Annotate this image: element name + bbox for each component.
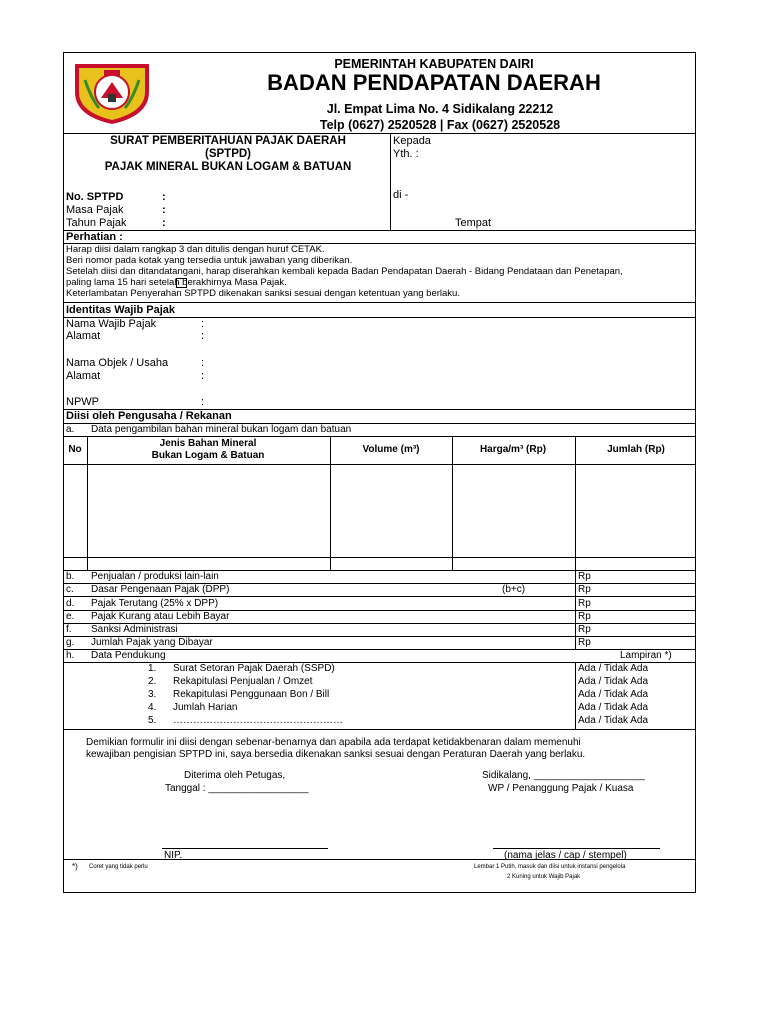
col-header-jumlah: Jumlah (Rp)	[607, 444, 665, 455]
doc-num: 5.	[148, 715, 157, 726]
colon: :	[201, 357, 205, 369]
form-subtitle: PAJAK MINERAL BUKAN LOGAM & BATUAN	[104, 161, 352, 173]
wp-label: WP / Penanggung Pajak / Kuasa	[488, 783, 634, 794]
colon: :	[201, 330, 205, 342]
agency-phone: Telp (0627) 2520528 | Fax (0627) 2520528	[319, 118, 561, 132]
perhatian-label: Perhatian :	[66, 231, 123, 243]
colon: :	[162, 217, 166, 229]
colon: :	[201, 370, 205, 382]
item-label: Dasar Pengenaan Pajak (DPP)	[91, 584, 230, 595]
lembar-note: Lembar 1 Putih, masuk dan diisi untuk instansi pengelola	[474, 864, 626, 870]
diterima-label: Diterima oleh Petugas,	[184, 770, 286, 781]
divider	[575, 436, 576, 649]
signature-line-officer	[162, 848, 328, 849]
colon: :	[162, 204, 166, 216]
tanggal-label: Tanggal : __________________	[165, 783, 309, 794]
doc-status: Ada / Tidak Ada	[578, 702, 649, 713]
col-header-harga: Harga/m³ (Rp)	[479, 444, 547, 455]
perhatian-notes	[64, 244, 694, 302]
colon: :	[201, 318, 205, 330]
alamat-wp-label: Alamat	[66, 330, 101, 342]
masa-pajak-label: Masa Pajak	[66, 204, 124, 216]
sptpd-form	[63, 52, 696, 893]
col-header-jenis-2: Bukan Logam & Batuan	[151, 450, 265, 461]
colon: :	[201, 396, 205, 408]
identitas-label: Identitas Wajib Pajak	[66, 304, 176, 316]
doc-num: 3.	[148, 689, 157, 700]
note-item: Harap diisi dalam rangkap 3 dan ditulis dengan huruf CETAK.	[66, 244, 325, 255]
alamat-objek-label: Alamat	[66, 370, 101, 382]
item-letter: b.	[66, 571, 75, 582]
item-label: Pajak Terutang (25% x DPP)	[91, 598, 219, 609]
note-item: Keterlambatan Penyerahan SPTPD dikenakan sanksi sesuai dengan ketentuan yang berlaku.	[66, 288, 460, 299]
no-sptpd-label: No. SPTPD	[66, 191, 124, 203]
yth-label: Yth. :	[393, 148, 419, 160]
lembar-note: 2 Kuning untuk Wajib Pajak	[507, 874, 581, 880]
doc-label: Rekapitulasi Penggunaan Bon / Bill	[173, 689, 330, 700]
tempat-label: Tempat	[455, 217, 492, 229]
doc-label: Rekapitulasi Penjualan / Omzet	[173, 676, 313, 687]
item-letter: f.	[66, 624, 72, 635]
divider	[575, 662, 576, 729]
item-letter: c.	[66, 584, 74, 595]
signature-line-taxpayer	[493, 848, 660, 849]
divider	[63, 436, 696, 437]
col-header-volume: Volume (m³)	[362, 444, 420, 455]
item-a-text: Data pengambilan bahan mineral bukan logam dan batuan	[91, 424, 352, 435]
nama-wp-label: Nama Wajib Pajak	[66, 318, 157, 330]
divider	[63, 230, 696, 231]
rp-label: Rp	[578, 611, 591, 622]
rp-label: Rp	[578, 624, 591, 635]
nama-objek-label: Nama Objek / Usaha	[66, 357, 169, 369]
doc-status: Ada / Tidak Ada	[578, 689, 649, 700]
doc-status: Ada / Tidak Ada	[578, 663, 649, 674]
doc-status: Ada / Tidak Ada	[578, 676, 649, 687]
doc-label: ……………………………………………	[173, 715, 343, 726]
item-label: Sanksi Administrasi	[91, 624, 178, 635]
lampiran-label: Lampiran *)	[620, 650, 672, 661]
doc-label: Surat Setoran Pajak Daerah (SSPD)	[173, 663, 335, 674]
divider	[63, 302, 696, 303]
doc-num: 4.	[148, 702, 157, 713]
item-letter: a.	[66, 424, 75, 435]
divider	[63, 317, 696, 318]
nip-label: NIP.	[164, 850, 183, 861]
note-item: Setelah diisi dan ditandatangani, harap diserahkan kembali kepada Badan Pendapatan Daerah - Bidang Pendataan dan Penetapan,	[66, 266, 623, 277]
col-header-no: No	[68, 444, 82, 455]
col-header-jenis: Jenis Bahan Mineral	[159, 438, 257, 449]
doc-label: Jumlah Harian	[173, 702, 238, 713]
item-letter: d.	[66, 598, 75, 609]
declaration-text: kewajiban pengisian SPTPD ini, saya bersedia dikenakan sanksi sesuai dengan Peraturan Daerah yang berlaku.	[86, 749, 586, 760]
gov-name: PEMERINTAH KABUPATEN DAIRI	[334, 57, 534, 71]
divider	[63, 464, 696, 465]
footnote-text: Coret yang tidak perlu	[89, 864, 148, 870]
item-label: Pajak Kurang atau Lebih Bayar	[91, 611, 230, 622]
doc-status: Ada / Tidak Ada	[578, 715, 649, 726]
rp-label: Rp	[578, 637, 591, 648]
note-item: Beri nomor pada kotak yang tersedia untuk jawaban yang diberikan.	[66, 255, 353, 266]
item-letter: h.	[66, 650, 75, 661]
rp-label: Rp	[578, 584, 591, 595]
nama-jelas-label: (nama jelas / cap / stempel)	[504, 850, 627, 861]
item-letter: g.	[66, 637, 75, 648]
pendukung-label: Data Pendukung	[91, 650, 166, 661]
form-title: SURAT PEMBERITAHUAN PAJAK DAERAH	[110, 135, 346, 147]
item-formula: (b+c)	[502, 584, 526, 595]
sidikalang-label: Sidikalang, ____________________	[482, 770, 645, 781]
divider	[452, 436, 453, 570]
item-label: Jumlah Pajak yang Dibayar	[91, 637, 213, 648]
agency-name: BADAN PENDAPATAN DAERAH	[267, 70, 601, 95]
tahun-pajak-label: Tahun Pajak	[66, 217, 127, 229]
divider	[63, 596, 696, 597]
npwp-label: NPWP	[66, 396, 99, 408]
kepada-label: Kepada	[393, 135, 431, 147]
note-item: paling lama 15 hari setelah berakhirnya Masa Pajak.	[66, 277, 287, 288]
doc-num: 2.	[148, 676, 157, 687]
rp-label: Rp	[578, 598, 591, 609]
divider	[330, 436, 331, 570]
colon: :	[162, 191, 166, 203]
declaration-text: Demikian formulir ini diisi dengan sebenar-benarnya dan apabila ada terdapat ketidakbenaran dalam memenuhi	[86, 737, 581, 748]
divider	[63, 729, 696, 730]
di-label: di -	[393, 189, 409, 201]
divider	[63, 133, 696, 134]
divider	[63, 557, 696, 558]
rp-label: Rp	[578, 571, 591, 582]
item-letter: e.	[66, 611, 75, 622]
answer-box-sample	[176, 278, 187, 288]
divider	[87, 436, 88, 570]
diisi-label: Diisi oleh Pengusaha / Rekanan	[66, 410, 232, 422]
agency-address: Jl. Empat Lima No. 4 Sidikalang 22212	[326, 102, 554, 116]
form-title-abbr: (SPTPD)	[205, 148, 251, 160]
divider	[390, 133, 391, 230]
item-label: Penjualan / produksi lain-lain	[91, 571, 219, 582]
footnote-marker: *)	[72, 862, 78, 871]
doc-num: 1.	[148, 663, 157, 674]
